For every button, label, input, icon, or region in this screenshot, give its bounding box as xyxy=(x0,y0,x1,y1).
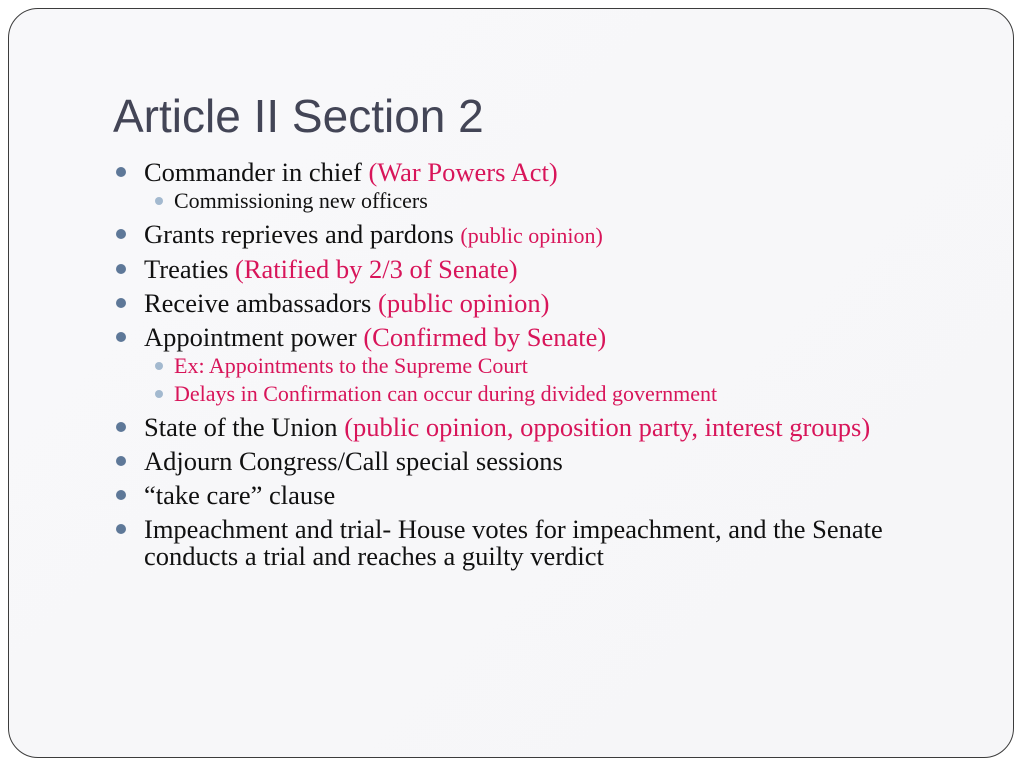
bullet-icon xyxy=(116,422,126,432)
bullet-item xyxy=(113,448,973,475)
bullet-item xyxy=(113,290,973,317)
bullet-item xyxy=(113,324,973,351)
item-text: Commissioning new officers xyxy=(174,188,428,213)
slide-title: Article II Section 2 xyxy=(113,90,484,142)
bullet-icon xyxy=(116,332,126,342)
item-note: (Ratified by 2/3 of Senate) xyxy=(235,254,518,284)
item-text: Treaties xyxy=(144,254,229,284)
bullet-item xyxy=(113,482,973,509)
item-text: State of the Union xyxy=(144,412,338,442)
item-note: (public opinion) xyxy=(460,223,603,248)
item-note: Ex: Appointments to the Supreme Court xyxy=(174,353,528,378)
sub-bullet-icon xyxy=(155,197,163,205)
item-note: Delays in Confirmation can occur during divided government xyxy=(174,381,718,406)
item-text: “take care” clause xyxy=(144,480,336,510)
item-note: (public opinion) xyxy=(378,288,550,318)
bullet-list xyxy=(113,159,973,570)
bullet-icon xyxy=(116,524,126,534)
bullet-icon xyxy=(116,167,126,177)
bullet-icon xyxy=(116,229,126,239)
item-text: Impeachment and trial- House votes for impeachment, and the Senate conducts a trial and reaches a guilty verdict xyxy=(144,514,883,571)
sub-bullet-icon xyxy=(155,390,163,398)
bullet-icon xyxy=(116,490,126,500)
bullet-item xyxy=(113,221,973,249)
item-text: Commander in chief xyxy=(144,157,362,187)
bullet-icon xyxy=(116,264,126,274)
bullet-icon xyxy=(116,456,126,466)
bullet-item xyxy=(113,516,973,570)
bullet-icon xyxy=(116,298,126,308)
bullet-item xyxy=(113,414,973,441)
item-text: Grants reprieves and pardons xyxy=(144,219,454,249)
bullet-item xyxy=(113,256,973,283)
item-text: Adjourn Congress/Call special sessions xyxy=(144,446,563,476)
sub-bullet-item xyxy=(113,381,973,407)
sub-bullet-item xyxy=(113,188,973,214)
item-note: (Confirmed by Senate) xyxy=(363,322,607,352)
item-text: Receive ambassadors xyxy=(144,288,372,318)
bullet-item xyxy=(113,159,973,186)
sub-bullet-icon xyxy=(155,362,163,370)
item-note: (public opinion, opposition party, interest groups) xyxy=(344,412,871,442)
item-note: (War Powers Act) xyxy=(368,157,558,187)
item-text: Appointment power xyxy=(144,322,357,352)
sub-bullet-item xyxy=(113,353,973,379)
